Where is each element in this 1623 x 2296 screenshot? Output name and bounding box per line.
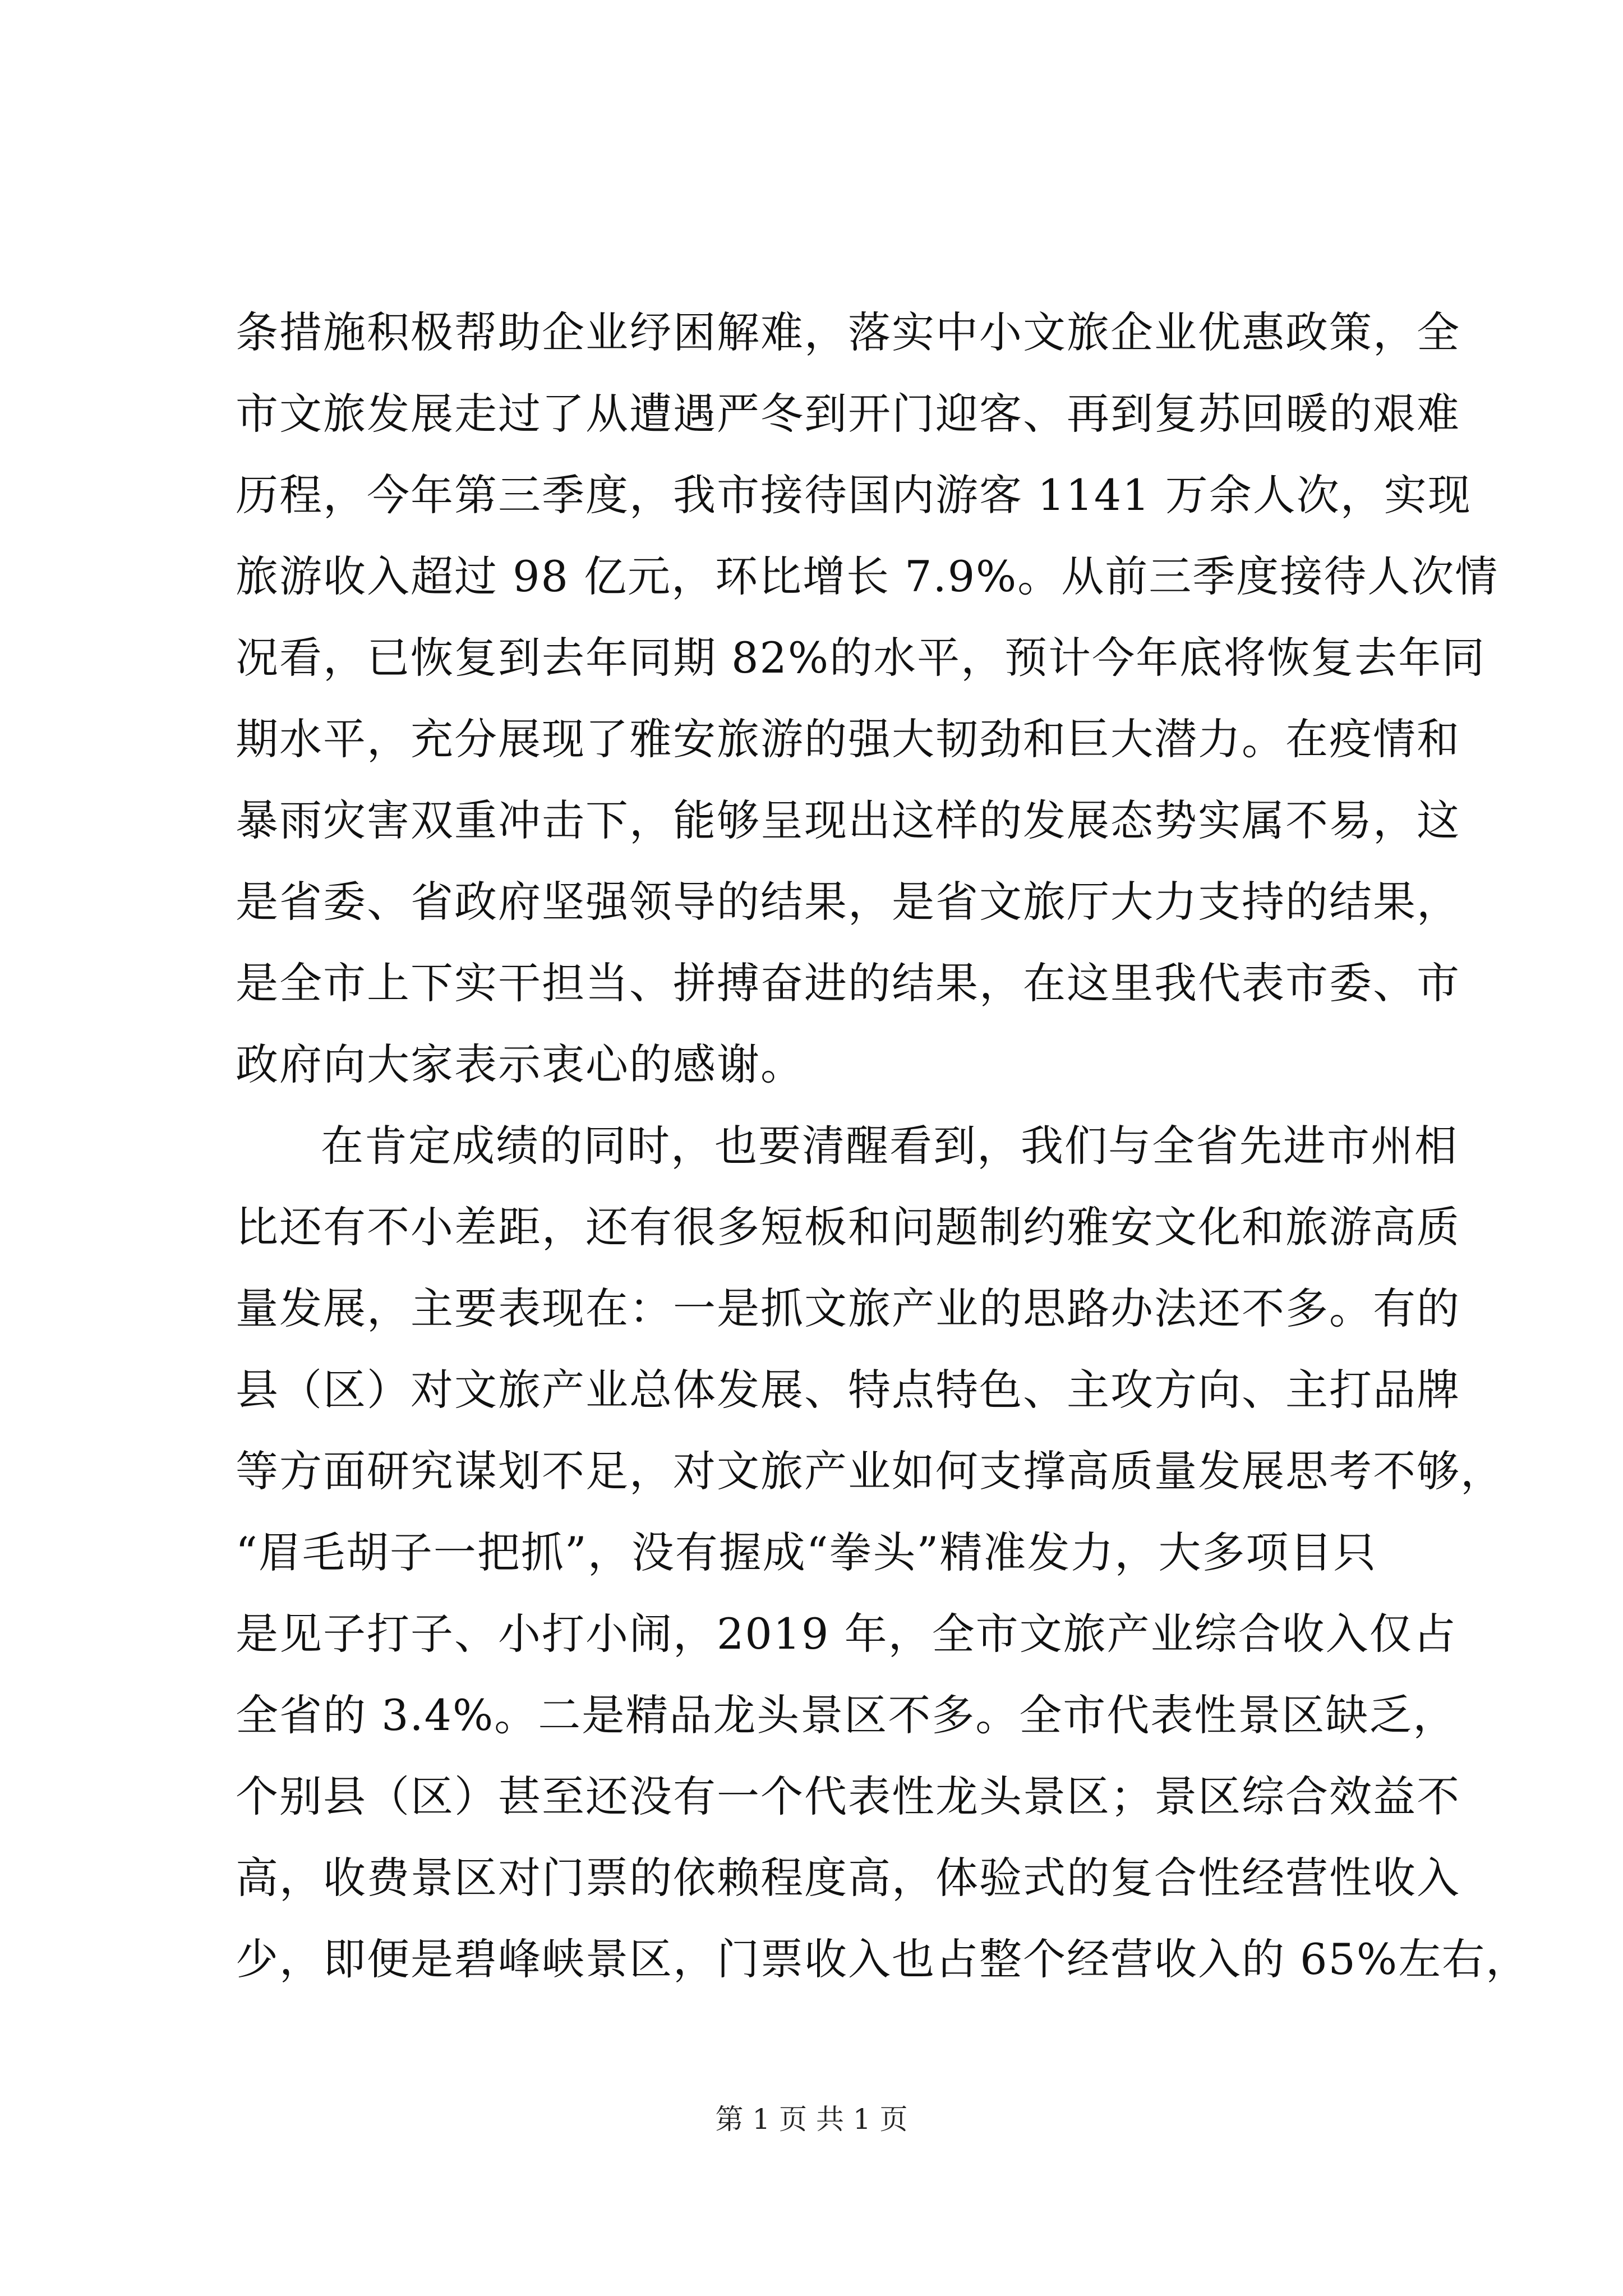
text-line: 旅游收入超过 98 亿元，环比增长 7.9%。从前三季度接待人次情 xyxy=(236,551,1499,601)
text-line: 县（区）对文旅产业总体发展、特点特色、主攻方向、主打品牌 xyxy=(236,1365,1460,1415)
text-line: 少，即便是碧峰峡景区，门票收入也占整个经营收入的 65%左右， xyxy=(236,1934,1530,1984)
text-line: 等方面研究谋划不足，对文旅产业如何支撑高质量发展思考不够， xyxy=(236,1446,1504,1496)
text-line: 高，收费景区对门票的依赖程度高，体验式的复合性经营性收入 xyxy=(236,1853,1460,1903)
text-line: 期水平，充分展现了雅安旅游的强大韧劲和巨大潜力。在疫情和 xyxy=(236,714,1460,764)
text-line: 全省的 3.4%。二是精品龙头景区不多。全市代表性景区缺乏， xyxy=(236,1690,1457,1740)
paragraph-first-line: 在肯定成绩的同时，也要清醒看到，我们与全省先进市州相 xyxy=(321,1121,1458,1171)
text-line: 是省委、省政府坚强领导的结果，是省文旅厅大力支持的结果， xyxy=(236,877,1460,927)
text-line: 是全市上下实干担当、拼搏奋进的结果，在这里我代表市委、市 xyxy=(236,958,1460,1008)
body-text xyxy=(236,292,1530,2000)
text-line: 政府向大家表示衷心的感谢。 xyxy=(236,1039,804,1089)
text-line: “眉毛胡子一把抓”，没有握成“拳头”精准发力，大多项目只 xyxy=(236,1527,1377,1577)
text-line: 是见子打子、小打小闹，2019 年，全市文旅产业综合收入仅占 xyxy=(236,1609,1457,1659)
text-line: 市文旅发展走过了从遭遇严冬到开门迎客、再到复苏回暖的艰难 xyxy=(236,389,1460,439)
text-line: 量发展，主要表现在：一是抓文旅产业的思路办法还不多。有的 xyxy=(236,1283,1460,1333)
text-line: 历程，今年第三季度，我市接待国内游客 1141 万余人次，实现 xyxy=(236,470,1472,520)
text-line: 暴雨灾害双重冲击下，能够呈现出这样的发展态势实属不易，这 xyxy=(236,795,1460,845)
text-line: 比还有不小差距，还有很多短板和问题制约雅安文化和旅游高质 xyxy=(236,1202,1460,1252)
text-line: 条措施积极帮助企业纾困解难，落实中小文旅企业优惠政策，全 xyxy=(236,307,1460,357)
text-line: 个别县（区）甚至还没有一个代表性龙头景区；景区综合效益不 xyxy=(236,1772,1460,1821)
page-footer: 第 1 页 共 1 页 xyxy=(715,2103,908,2136)
text-line: 况看，已恢复到去年同期 82%的水平，预计今年底将恢复去年同 xyxy=(236,633,1486,683)
